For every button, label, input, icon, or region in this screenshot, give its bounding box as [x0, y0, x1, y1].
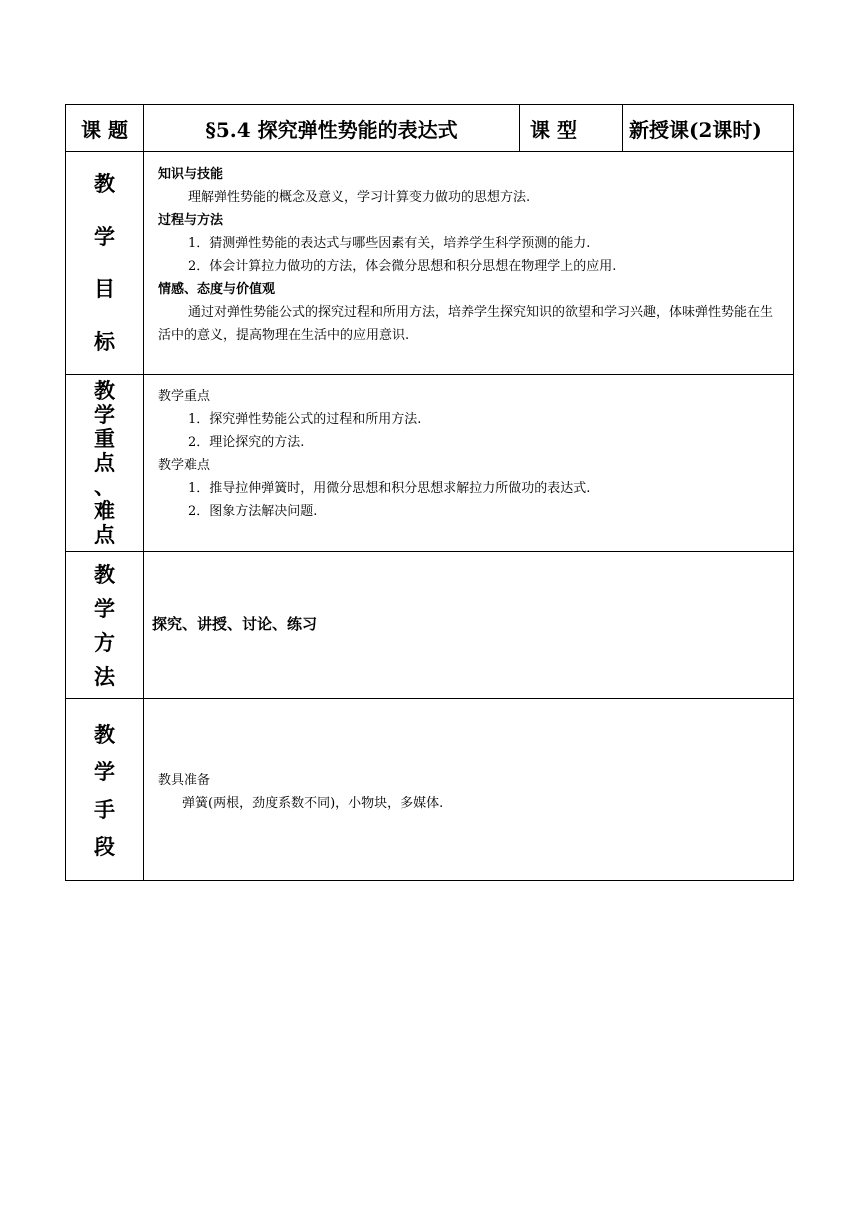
label-char: 教	[94, 171, 115, 197]
row-divider	[66, 698, 793, 699]
label-char: 段	[94, 834, 115, 860]
method-label	[66, 557, 143, 693]
label-char: 教	[94, 562, 115, 587]
difficulty-title: 教学难点	[158, 458, 211, 473]
label-char: 标	[94, 328, 115, 354]
means-content	[144, 769, 793, 815]
difficulty-item: 2．图象方法解决问题.	[188, 504, 318, 519]
emotion-title: 情感、态度与价值观	[158, 282, 276, 297]
process-title: 过程与方法	[158, 213, 224, 228]
knowledge-text: 理解弹性势能的概念及意义，学习计算变力做功的思想方法.	[188, 190, 531, 205]
emotion-text: 通过对弹性势能公式的探究过程和所用方法，培养学生探究知识的欲望和学习兴趣，体味弹性势能在生活中的意义，提高物理在生活中的应用意识.	[158, 305, 774, 343]
topic-label: 课 题	[81, 117, 128, 142]
label-char: 学	[94, 596, 115, 621]
knowledge-title: 知识与技能	[158, 167, 224, 182]
label-char: 点	[94, 450, 115, 475]
row-divider	[66, 151, 793, 152]
label-char: 手	[94, 796, 115, 822]
label-char: 重	[94, 426, 115, 451]
lesson-type-label: 课 型	[530, 117, 577, 142]
focus-title: 教学重点	[158, 389, 211, 404]
lesson-plan-table	[65, 104, 794, 881]
process-item: 1．猜测弹性势能的表达式与哪些因素有关，培养学生科学预测的能力.	[188, 236, 591, 251]
key-points-content	[144, 385, 793, 523]
means-text: 弹簧(两根，劲度系数不同)，小物块，多媒体.	[182, 796, 444, 811]
label-char: 目	[94, 276, 115, 302]
key-points-label	[66, 378, 143, 548]
label-char: 、	[94, 474, 115, 499]
focus-item: 1．探究弹性势能公式的过程和所用方法.	[188, 412, 422, 427]
row-divider	[66, 551, 793, 552]
label-char: 方	[94, 630, 115, 655]
means-label	[66, 715, 143, 865]
label-char: 法	[94, 664, 115, 689]
row-divider	[66, 374, 793, 375]
label-char: 难	[94, 498, 115, 523]
label-char: 学	[94, 402, 115, 427]
process-item: 2．体会计算拉力做功的方法，体会微分思想和积分思想在物理学上的应用.	[188, 259, 617, 274]
label-char: 教	[94, 378, 115, 403]
label-char: 点	[94, 522, 115, 547]
difficulty-item: 1．推导拉伸弹簧时，用微分思想和积分思想求解拉力所做功的表达式.	[188, 481, 591, 496]
focus-item: 2．理论探究的方法.	[188, 435, 305, 450]
means-title: 教具准备	[158, 773, 211, 788]
topic-title: §5.4 探究弹性势能的表达式	[205, 117, 458, 142]
label-char: 学	[94, 759, 115, 785]
label-char: 教	[94, 721, 115, 747]
objectives-content	[144, 163, 793, 347]
objectives-label	[66, 157, 143, 367]
method-text: 探究、讲授、讨论、练习	[152, 615, 318, 633]
label-char: 学	[94, 223, 115, 249]
lesson-type-value: 新授课(2课时)	[629, 117, 762, 142]
